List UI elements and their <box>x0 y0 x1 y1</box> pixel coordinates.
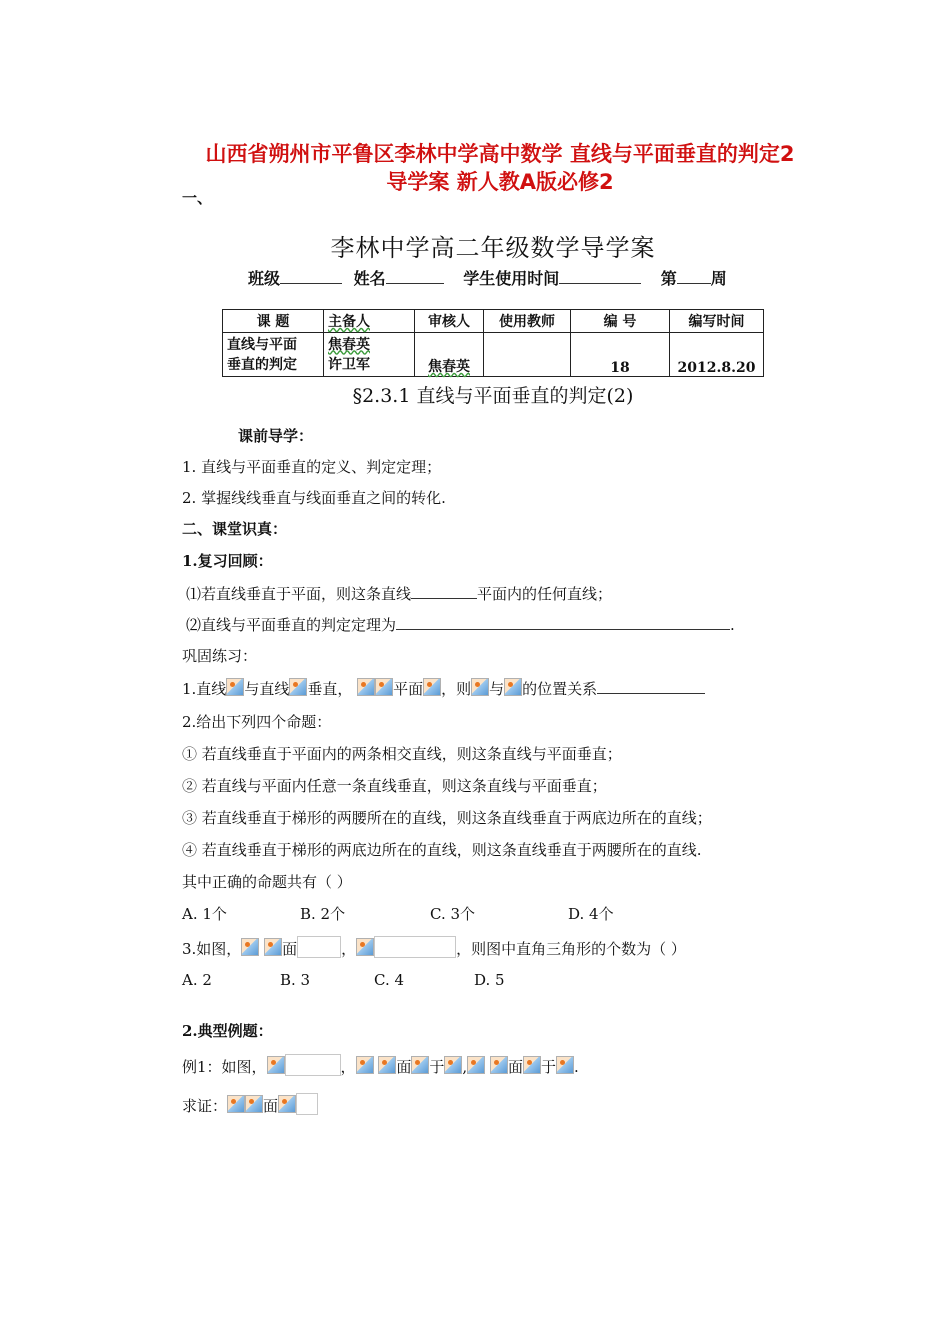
formula-image-icon <box>467 1056 485 1074</box>
formula-image-icon <box>245 1095 263 1113</box>
p3-option-d: D. 5 <box>474 971 505 989</box>
practice-3: 3.如图， 面 ， ，则图中直角三角形的个数为（ ） <box>182 936 686 959</box>
formula-image-icon <box>444 1056 462 1074</box>
formula-image-icon <box>227 1095 245 1113</box>
p2-option-d: D. 4个 <box>568 905 614 923</box>
name-label: 姓名 <box>353 269 386 288</box>
pre-guide-item-2: 2. 掌握线线垂直与线面垂直之间的转化. <box>182 489 446 507</box>
th-date: 编写时间 <box>670 310 764 333</box>
formula-image-icon <box>423 678 441 696</box>
p3-option-b: B. 3 <box>280 971 311 989</box>
th-teacher: 使用教师 <box>484 310 571 333</box>
info-table-data-row <box>223 333 764 377</box>
td-date: 2012.8.20 <box>670 333 764 377</box>
formula-placeholder-box <box>374 936 456 958</box>
th-number: 编 号 <box>571 310 670 333</box>
proposition-4: ④ 若直线垂直于梯形的两底边所在的直线，则这条直线垂直于两腰所在的直线. <box>182 841 702 859</box>
td-preparers: 焦春英 许卫军 <box>324 333 415 377</box>
q2-blank <box>396 614 730 630</box>
class-blank <box>280 268 342 284</box>
proposition-1: ① 若直线垂直于平面内的两条相交直线，则这条直线与平面垂直； <box>182 745 622 763</box>
formula-image-icon <box>523 1056 541 1074</box>
formula-image-icon <box>267 1056 285 1074</box>
week-blank <box>677 268 711 284</box>
section-two-heading: 二、课堂识真： <box>182 520 288 538</box>
section-one-label: 一、 <box>182 189 213 207</box>
th-reviewer: 审核人 <box>415 310 484 333</box>
review-q1: ⑴若直线垂直于平面，则这条直线 平面内的任何直线； <box>186 585 613 603</box>
formula-image-icon <box>375 678 393 696</box>
formula-image-icon <box>504 678 522 696</box>
practice-2-question: 其中正确的命题共有（ ） <box>182 873 352 891</box>
document-title-line2: 导学案 新人教A版必修2 <box>386 170 614 194</box>
p1-blank <box>597 678 705 694</box>
lesson-title: §2.3.1 直线与平面垂直的判定(2) <box>352 385 634 407</box>
th-preparer: 主备人 <box>324 310 415 333</box>
info-table-header-row <box>223 310 764 333</box>
td-topic: 直线与平面 垂直的判定 <box>223 333 324 377</box>
formula-image-icon <box>241 938 259 956</box>
formula-placeholder-box <box>296 1093 318 1115</box>
header-fields <box>248 268 727 289</box>
td-reviewer: 焦春英 <box>415 333 484 377</box>
review-heading: 1.复习回顾： <box>182 552 273 570</box>
p3-option-c: C. 4 <box>374 971 405 989</box>
p2-option-c: C. 3个 <box>430 905 476 923</box>
practice-heading: 巩固练习： <box>182 647 258 665</box>
td-teacher <box>484 333 571 377</box>
formula-image-icon <box>378 1056 396 1074</box>
formula-image-icon <box>356 938 374 956</box>
formula-image-icon <box>264 938 282 956</box>
pre-guide-heading: 课前导学： <box>238 427 314 445</box>
td-number: 18 <box>571 333 670 377</box>
practice-1: 1.直线 与直线 垂直， 平面 ，则 与 的位置关系 <box>182 678 705 699</box>
formula-image-icon <box>356 1056 374 1074</box>
school-title: 李林中学高二年级数学导学案 <box>330 234 656 262</box>
formula-image-icon <box>471 678 489 696</box>
document-title-line1: 山西省朔州市平鲁区李林中学高中数学 直线与平面垂直的判定2 <box>205 142 795 166</box>
proposition-2: ② 若直线与平面内任意一条直线垂直，则这条直线与平面垂直； <box>182 777 607 795</box>
p3-option-a: A. 2 <box>182 971 212 989</box>
name-blank <box>386 268 444 284</box>
practice-2-heading: 2.给出下列四个命题： <box>182 713 332 731</box>
p2-option-b: B. 2个 <box>300 905 346 923</box>
class-label: 班级 <box>248 269 281 288</box>
formula-image-icon <box>289 678 307 696</box>
formula-image-icon <box>556 1056 574 1074</box>
formula-image-icon <box>490 1056 508 1074</box>
week-prefix: 第 <box>660 269 677 288</box>
formula-image-icon <box>357 678 375 696</box>
p2-option-a: A. 1个 <box>182 905 227 923</box>
example-1: 例1：如图， ， 面 于 , 面 于 . <box>182 1054 579 1077</box>
prove-statement: 求证： 面 <box>182 1093 318 1116</box>
formula-image-icon <box>411 1056 429 1074</box>
formula-image-icon <box>226 678 244 696</box>
info-table <box>222 309 764 377</box>
proposition-3: ③ 若直线垂直于梯形的两腰所在的直线，则这条直线垂直于两底边所在的直线； <box>182 809 712 827</box>
time-blank <box>559 268 641 284</box>
formula-image-icon <box>278 1095 296 1113</box>
formula-placeholder-box <box>297 936 341 958</box>
review-q2: ⑵直线与平面垂直的判定定理为 . <box>186 616 735 634</box>
week-suffix: 周 <box>710 269 727 288</box>
q1-blank <box>411 583 477 599</box>
examples-heading: 2.典型例题： <box>182 1022 273 1040</box>
formula-placeholder-box <box>285 1054 341 1076</box>
pre-guide-item-1: 1. 直线与平面垂直的定义、判定定理； <box>182 458 442 476</box>
th-topic: 课 题 <box>223 310 324 333</box>
time-label: 学生使用时间 <box>463 269 560 288</box>
